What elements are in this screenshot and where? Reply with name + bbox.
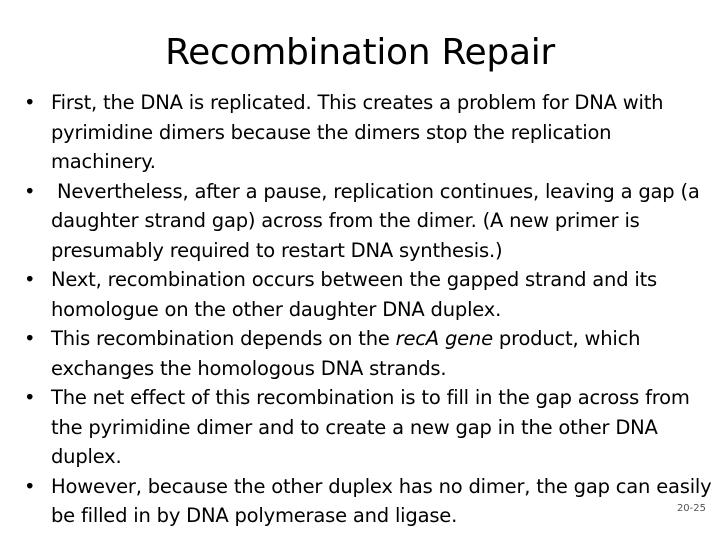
bullet-text: Nevertheless, after a pause, replication continues, leaving a gap (a daughter strand gap) across from the dimer. (A new primer is presumably required to restart DNA synthesis.) bbox=[51, 179, 706, 262]
bullet-marker: • bbox=[24, 268, 36, 291]
bullet-text: Next, recombination occurs between the gapped strand and its homologue on the other daughter DNA duplex. bbox=[51, 268, 658, 321]
bullet-text bbox=[51, 327, 646, 380]
gene-name: recA gene bbox=[395, 327, 493, 350]
bullet-item bbox=[18, 472, 718, 531]
bullet-item bbox=[18, 383, 718, 472]
slide-title: Recombination Repair bbox=[165, 32, 555, 73]
bullet-text: However, because the other duplex has no dimer, the gap can easily be filled in by DNA polymerase and ligase. bbox=[51, 474, 712, 527]
bullet-marker: • bbox=[24, 474, 36, 498]
page-number: 20-25 bbox=[676, 503, 706, 514]
bullet-list bbox=[18, 88, 718, 531]
bullet-text: First, the DNA is replicated. This creates a problem for DNA with pyrimidine dimers because the dimers stop the replication machinery. bbox=[51, 91, 664, 173]
bullet-item bbox=[18, 324, 718, 383]
bullet-marker: • bbox=[24, 327, 36, 350]
bullet-text-part: This recombination depends on the bbox=[51, 327, 396, 350]
bullet-item bbox=[18, 177, 718, 266]
bullet-marker: • bbox=[24, 179, 36, 203]
bullet-text-part: product, which exchanges the homologous DNA strands. bbox=[51, 327, 647, 380]
bullet-text: The net effect of this recombination is to fill in the gap across from the pyrimidine dimer and to create a new gap in the other DNA duplex. bbox=[51, 386, 690, 468]
bullet-marker: • bbox=[24, 386, 36, 409]
bullet-marker: • bbox=[24, 91, 36, 114]
bullet-item bbox=[18, 265, 718, 324]
bullet-item bbox=[18, 88, 718, 177]
